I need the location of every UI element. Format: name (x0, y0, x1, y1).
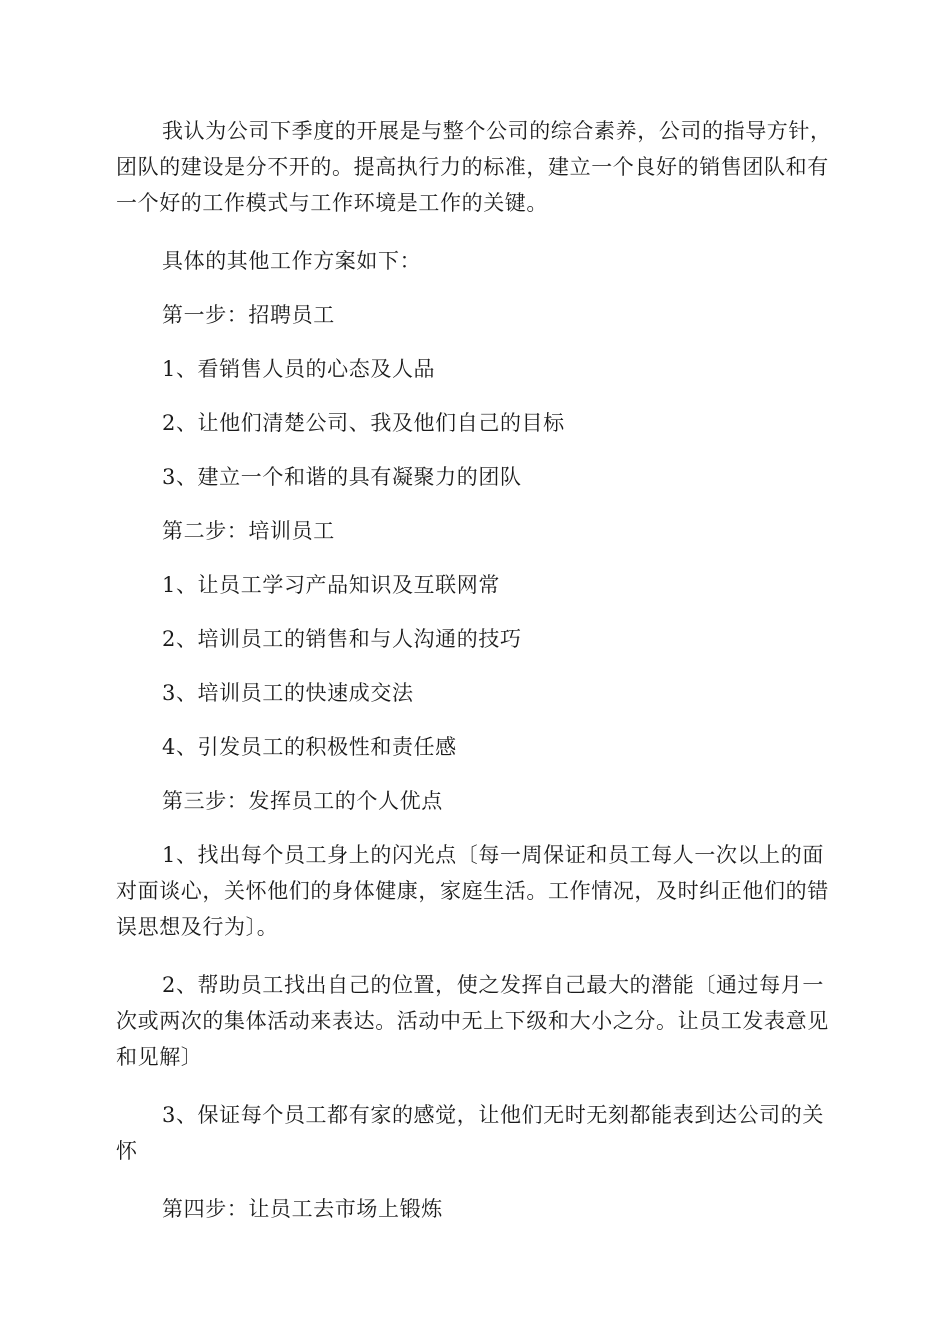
plan-heading: 具体的其他工作方案如下： (162, 249, 422, 273)
step-four-heading: 第四步：让员工去市场上锻炼 (162, 1197, 443, 1221)
step-two-item-4: 4、引发员工的积极性和责任感 (162, 735, 457, 759)
step-one-item-1: 1、看销售人员的心态及人品 (162, 357, 436, 381)
step-one-item-3: 3、建立一个和谐的具有凝聚力的团队 (162, 465, 522, 489)
step-three-item-3: 3、保证每个员工都有家的感觉，让他们无时无刻都能表到达公司的关怀 (116, 1103, 824, 1163)
step-one-heading: 第一步：招聘员工 (162, 303, 335, 327)
step-three-item-2: 2、帮助员工找出自己的位置，使之发挥自己最大的潜能〔通过每月一次或两次的集体活动来表达。活动中无上下级和大小之分。让员工发表意见和见解〕 (116, 973, 829, 1069)
step-two-item-3: 3、培训员工的快速成交法 (162, 681, 414, 705)
intro-paragraph: 我认为公司下季度的开展是与整个公司的综合素养，公司的指导方针，团队的建设是分不开的。提高执行力的标准，建立一个良好的销售团队和有一个好的工作模式与工作环境是工作的关键。 (116, 119, 832, 215)
step-three-heading: 第三步：发挥员工的个人优点 (162, 789, 443, 813)
step-two-item-1: 1、让员工学习产品知识及互联网常 (162, 573, 500, 597)
step-one-item-2: 2、让他们清楚公司、我及他们自己的目标 (162, 411, 565, 435)
step-two-item-2: 2、培训员工的销售和与人沟通的技巧 (162, 627, 522, 651)
step-three-item-1: 1、找出每个员工身上的闪光点〔每一周保证和员工每人一次以上的面对面谈心，关怀他们的身体健康，家庭生活。工作情况，及时纠正他们的错误思想及行为〕。 (116, 843, 829, 939)
step-two-heading: 第二步：培训员工 (162, 519, 335, 543)
